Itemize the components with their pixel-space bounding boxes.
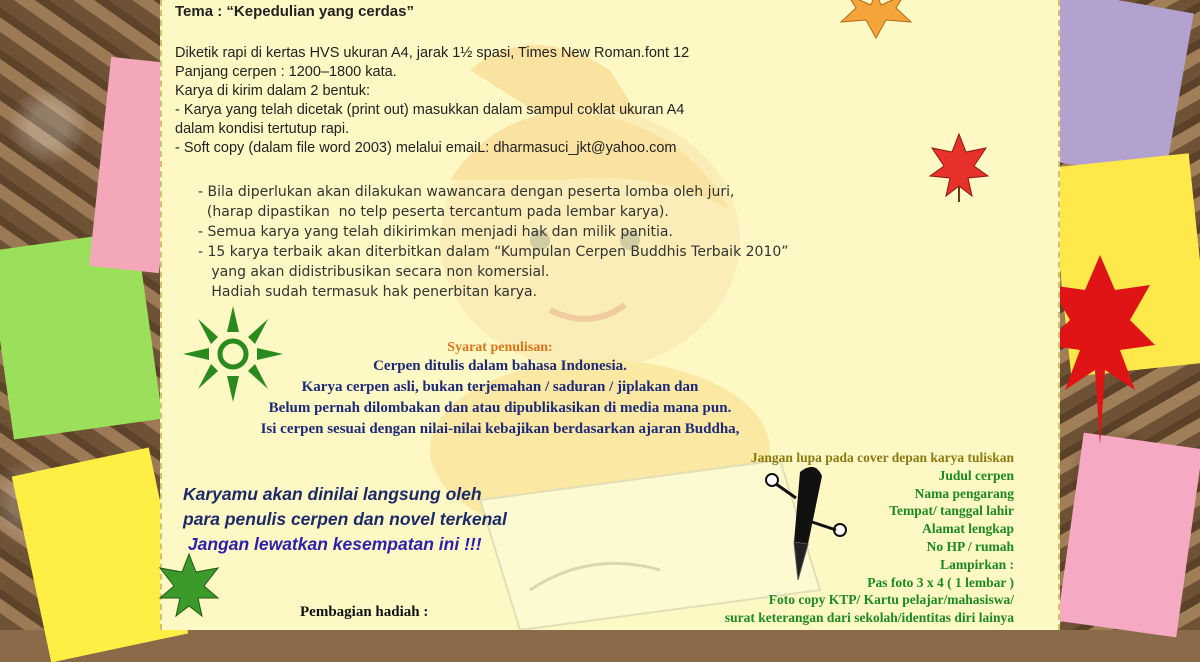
cover-instructions [725, 449, 1014, 627]
rule-line: dalam kondisi tertutup rapi. [175, 121, 350, 137]
cover-item: Tempat/ tanggal lahir [889, 503, 1014, 519]
rule-line: Hadiah sudah termasuk hak penerbitan karya. [198, 284, 538, 300]
cover-item: Alamat lengkap [922, 521, 1014, 537]
cover-item: Judul cerpen [938, 467, 1014, 483]
additional-rules [198, 182, 789, 302]
submission-rules [175, 44, 689, 158]
rule-line: yang akan didistribusikan secara non komersial. [198, 264, 550, 280]
cover-item: Lampirkan : [940, 556, 1014, 572]
promo-line: Karyamu akan dinilai langsung oleh [183, 484, 482, 504]
rule-line: - Bila diperlukan akan dilakukan wawancara dengan peserta lomba oleh juri, [198, 184, 735, 200]
writing-requirements [170, 356, 830, 440]
rule-line: - 15 karya terbaik akan diterbitkan dalam “Kumpulan Cerpen Buddhis Terbaik 2010” [198, 244, 789, 260]
green-maple-leaf-icon [156, 550, 222, 620]
rule-line: (harap dipastikan no telp peserta tercantum pada lembar karya). [198, 204, 669, 220]
red-maple-leaf-icon [928, 132, 990, 202]
cover-item: Nama pengarang [914, 485, 1014, 501]
rule-line: Diketik rapi di kertas HVS ukuran A4, jarak 1½ spasi, Times New Roman.font 12 [175, 45, 690, 61]
promo-text [183, 482, 507, 557]
cover-item: Pas foto 3 x 4 ( 1 lembar ) [867, 574, 1014, 590]
cover-item: surat keterangan dari sekolah/identitas diri lainya [724, 610, 1014, 626]
rule-line: Karya di kirim dalam 2 bentuk: [175, 83, 371, 99]
theme-title: Tema : “Kepedulian yang cerdas” [175, 3, 414, 20]
rule-line: - Karya yang telah dicetak (print out) masukkan dalam sampul coklat ukuran A4 [175, 102, 685, 118]
rule-line: - Semua karya yang telah dikirimkan menjadi hak dan milik panitia. [198, 224, 673, 240]
orange-maple-leaf-icon [836, 0, 916, 40]
requirement-line: Isi cerpen sesuai dengan nilai-nilai kebajikan berdasarkan ajaran Buddha, [260, 421, 740, 437]
requirement-line: Karya cerpen asli, bukan terjemahan / saduran / jiplakan dan [301, 379, 699, 395]
promo-callout: Jangan lewatkan kesempatan ini !!! [183, 534, 482, 554]
cover-item: Foto copy KTP/ Kartu pelajar/mahasiswa/ [768, 592, 1014, 608]
requirement-line: Cerpen ditulis dalam bahasa Indonesia. [373, 358, 627, 374]
writing-requirements-title: Syarat penulisan: [447, 340, 553, 355]
requirement-line: Belum pernah dilombakan dan atau dipublikasikan di media mana pun. [268, 400, 732, 416]
cover-instructions-heading: Jangan lupa pada cover depan karya tuliskan [750, 450, 1014, 465]
rule-line: Panjang cerpen : 1200–1800 kata. [175, 64, 397, 80]
pink-paper-sheet-right [1057, 433, 1200, 638]
promo-line: para penulis cerpen dan novel terkenal [183, 509, 507, 529]
rule-line: - Soft copy (dalam file word 2003) melalui emaiL: dharmasuci_jkt@yahoo.com [175, 140, 677, 156]
cover-item: No HP / rumah [926, 538, 1014, 554]
prize-title: Pembagian hadiah : [300, 604, 429, 620]
